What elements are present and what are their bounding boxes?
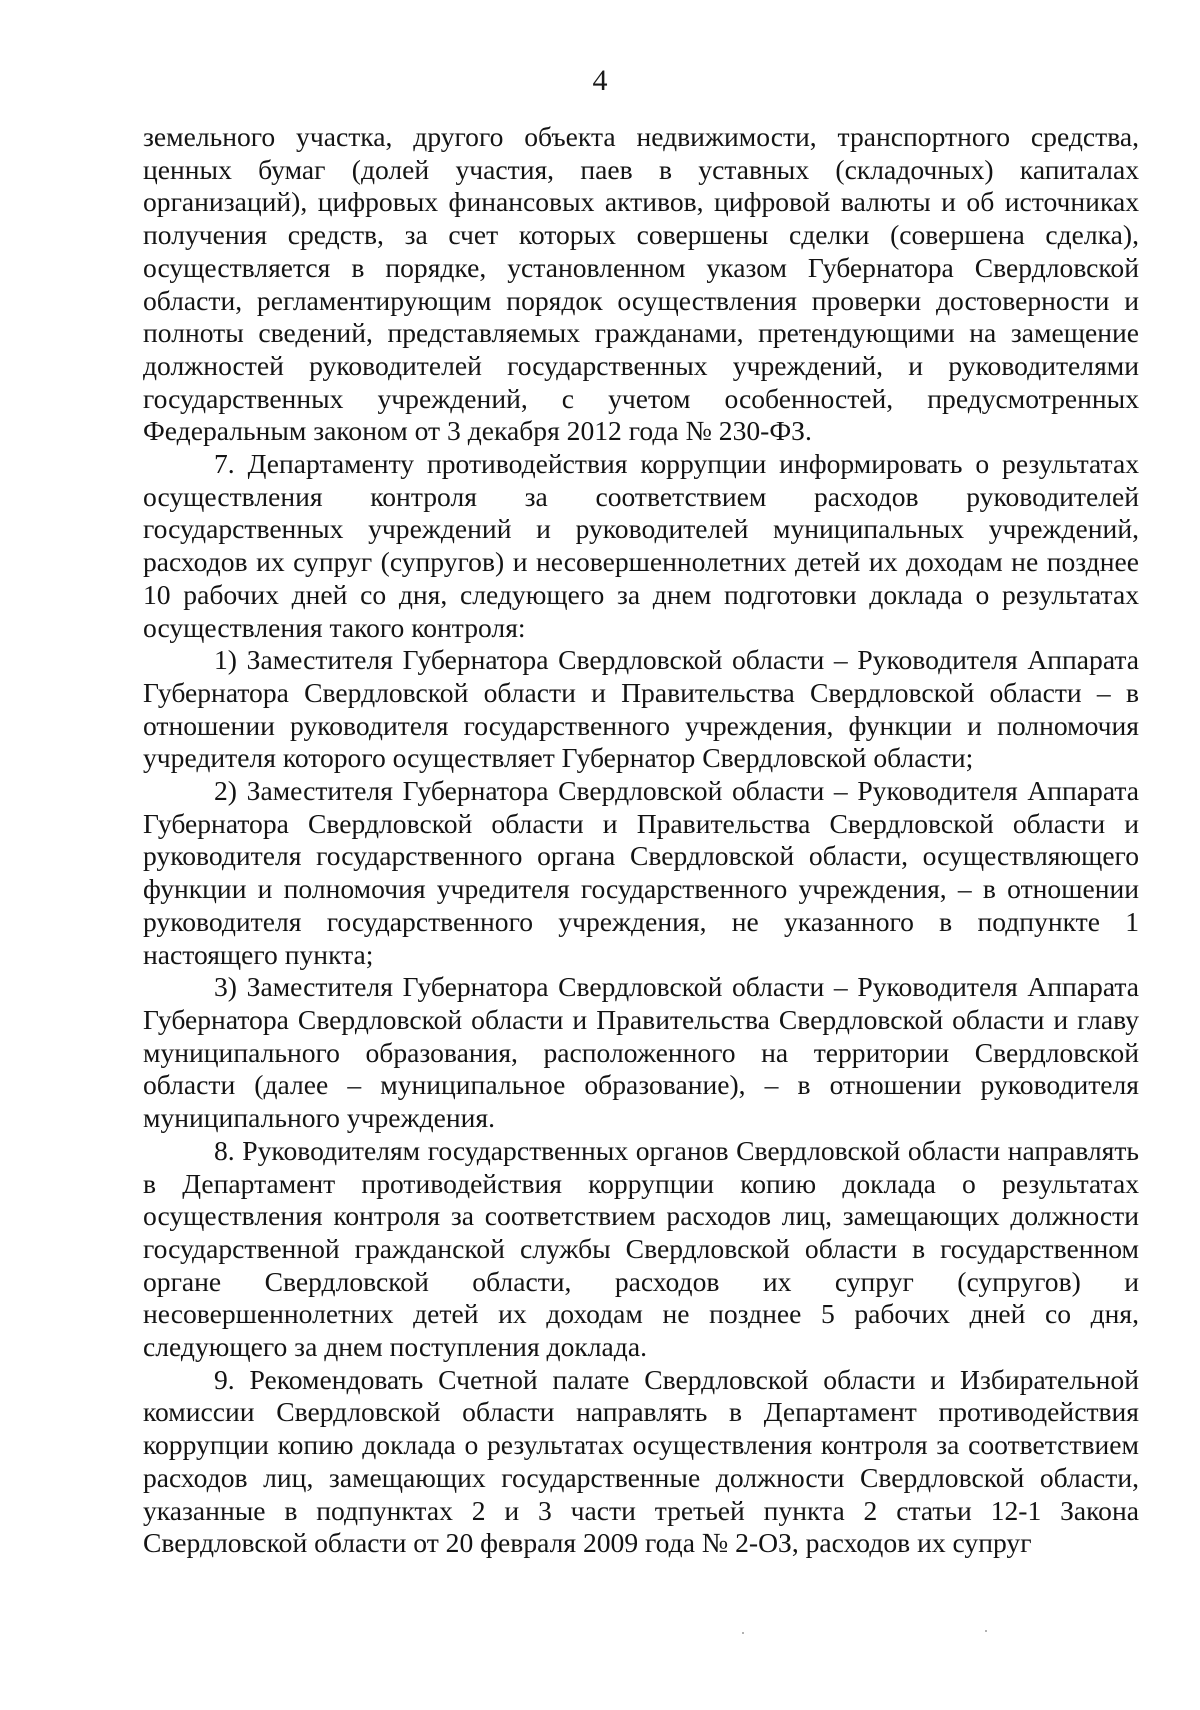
scan-artifact <box>742 1632 744 1634</box>
paragraph-item-8: 8. Руководителям государственных органов Свердловской области направлять в Департамент противодействия коррупции копию доклада о результатах осуществления контроля за соответствием расходов лиц, замещающих должности государственной гражданской службы Свердловской области в государственном органе Свердловской области, расходов их супруг (супругов) и несовершеннолетних детей их доходам не позднее 5 рабочих дней со дня, следующего за днем поступления доклада. <box>143 1134 1139 1363</box>
page-number: 4 <box>592 64 608 97</box>
paragraph-item-9: 9. Рекомендовать Счетной палате Свердловской области и Избирательной комиссии Свердловской области направлять в Департамент противодействия коррупции копию доклада о результатах осуществления контроля за соответствием расходов лиц, замещающих государственные должности Свердловской области, указанные в подпунктах 2 и 3 части третьей пункта 2 статьи 12-1 Закона Свердловской области от 20 февраля 2009 года № 2-ОЗ, расходов их супруг <box>143 1363 1139 1559</box>
paragraph-subitem-1: 1) Заместителя Губернатора Свердловской области – Руководителя Аппарата Губернатора Свердловской области и Правительства Свердловской области – в отношении руководителя государственного учреждения, функции и полномочия учредителя которого осуществляет Губернатор Свердловской области; <box>143 644 1139 774</box>
scan-artifact <box>985 1630 987 1632</box>
document-body <box>143 121 1139 1560</box>
paragraph-subitem-3: 3) Заместителя Губернатора Свердловской области – Руководителя Аппарата Губернатора Свердловской области и Правительства Свердловской области и главу муниципального образования, расположенного на территории Свердловской области (далее – муниципальное образование), – в отношении руководителя муниципального учреждения. <box>143 971 1139 1134</box>
paragraph-subitem-2: 2) Заместителя Губернатора Свердловской области – Руководителя Аппарата Губернатора Свердловской области и Правительства Свердловской области и руководителя государственного органа Свердловской области, осуществляющего функции и полномочия учредителя государственного учреждения, – в отношении руководителя государственного учреждения, не указанного в подпункте 1 настоящего пункта; <box>143 775 1139 970</box>
paragraph-item-7: 7. Департаменту противодействия коррупции информировать о результатах осуществления контроля за соответствием расходов руководителей государственных учреждений и руководителей муниципальных учреждений, расходов их супруг (супругов) и несовершеннолетних детей их доходам не позднее 10 рабочих дней со дня, следующего за днем подготовки доклада о результатах осуществления такого контроля: <box>143 448 1139 643</box>
paragraph-continuation: земельного участка, другого объекта недвижимости, транспортного средства, ценных бумаг (долей участия, паев в уставных (складочных) капиталах организаций), цифровых финансовых активов, цифровой валюты и об источниках получения средств, за счет которых совершены сделки (совершена сделка), осуществляется в порядке, установленном указом Губернатора Свердловской области, регламентирующим порядок осуществления проверки достоверности и полноты сведений, представляемых гражданами, претендующими на замещение должностей руководителей государственных учреждений, и руководителями государственных учреждений, с учетом особенностей, предусмотренных Федеральным законом от 3 декабря 2012 года № 230-ФЗ. <box>143 121 1139 447</box>
